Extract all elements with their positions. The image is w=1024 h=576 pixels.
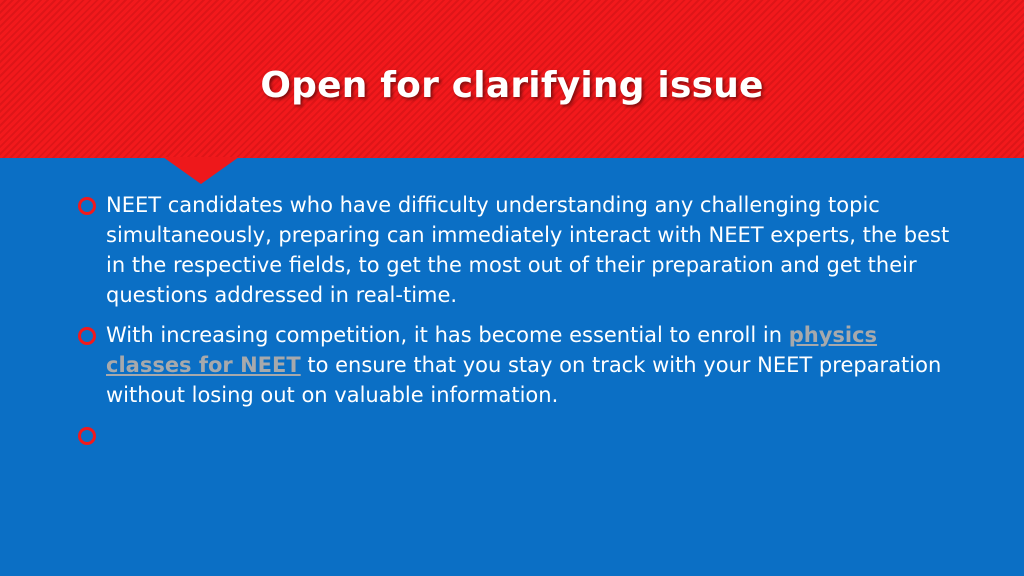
bullet-text-2-after: to ensure that you stay on track with your NEET preparation without losing out on valuable information. — [106, 353, 942, 407]
bullet-item-3 — [76, 420, 956, 450]
bullet-item-1 — [76, 190, 956, 310]
ring-bullet-icon — [78, 327, 96, 345]
banner-pointer — [163, 157, 239, 184]
physics-classes-link[interactable]: physics classes for NEET — [106, 323, 878, 377]
bullet-text-2-before: With increasing competition, it has become essential to enroll in — [106, 323, 789, 347]
bullet-list — [76, 190, 956, 460]
ring-bullet-icon — [78, 197, 96, 215]
bullet-item-2 — [76, 320, 956, 410]
bullet-text-1: NEET candidates who have difficulty understanding any challenging topic simultaneously, preparing can immediately interact with NEET experts, the best in the respective fields, to get the most out of their preparation and get their questions addressed in real-time. — [106, 193, 950, 307]
slide-title: Open for clarifying issue — [260, 65, 764, 106]
ring-bullet-icon — [78, 427, 96, 445]
